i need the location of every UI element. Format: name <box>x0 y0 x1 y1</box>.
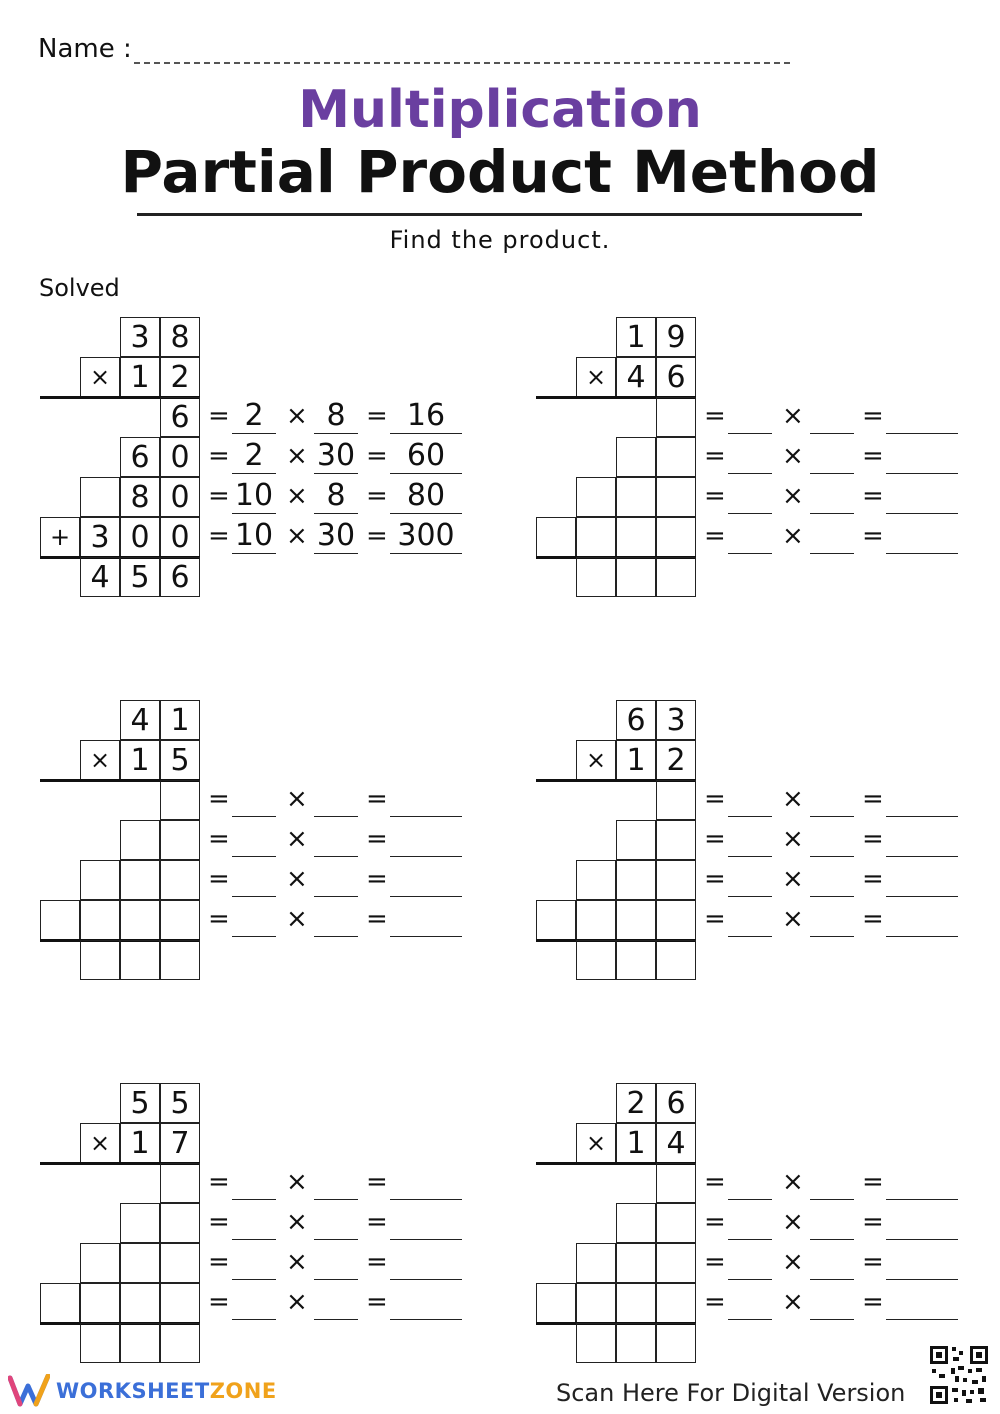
partial-product-cell[interactable] <box>616 900 656 940</box>
times-sign: × <box>576 357 616 397</box>
equals-sign: = <box>704 1247 726 1277</box>
worksheet-title: Multiplication <box>298 80 702 140</box>
factor-digit: 6 <box>616 700 656 740</box>
times-sign: × <box>286 401 308 431</box>
answer-digit-cell[interactable] <box>616 940 656 980</box>
times-sign: × <box>782 401 804 431</box>
factor-answer: 8 <box>314 479 358 514</box>
equals-sign: = <box>704 824 726 854</box>
times-sign: × <box>286 784 308 814</box>
factor-digit: 6 <box>656 357 696 397</box>
factor-digit: 3 <box>120 317 160 357</box>
partial-product-cell[interactable] <box>160 820 200 860</box>
factor-blank[interactable] <box>810 1245 854 1280</box>
factor-answer: 10 <box>232 519 276 554</box>
equals-sign: = <box>704 521 726 551</box>
equals-sign: = <box>208 1167 230 1197</box>
partial-product-cell[interactable] <box>80 1283 120 1323</box>
factor-digit: 5 <box>120 1083 160 1123</box>
partial-product-cell[interactable] <box>120 820 160 860</box>
partial-product-cell[interactable] <box>536 1283 576 1323</box>
factor-digit: 3 <box>656 700 696 740</box>
product-blank[interactable] <box>886 479 958 514</box>
equals-sign: = <box>704 904 726 934</box>
partial-product-cell[interactable] <box>160 1283 200 1323</box>
equals-sign: = <box>704 441 726 471</box>
factor-blank[interactable] <box>232 862 276 897</box>
factor-answer: 2 <box>232 399 276 434</box>
factor-blank[interactable] <box>810 862 854 897</box>
times-sign: × <box>80 357 120 397</box>
product-answer: 80 <box>390 479 462 514</box>
partial-product-cell[interactable] <box>616 1283 656 1323</box>
product-blank[interactable] <box>886 782 958 817</box>
factor-digit: 1 <box>616 1123 656 1163</box>
times-sign: × <box>782 1247 804 1277</box>
instruction-text: Find the product. <box>389 226 611 254</box>
factor-blank[interactable] <box>728 479 772 514</box>
answer-digit-cell[interactable] <box>616 557 656 597</box>
equals-sign: = <box>862 1247 884 1277</box>
product-blank[interactable] <box>886 519 958 554</box>
factor-blank[interactable] <box>810 902 854 937</box>
factor-blank[interactable] <box>232 1245 276 1280</box>
product-answer: 16 <box>390 399 462 434</box>
partial-product-cell[interactable] <box>656 900 696 940</box>
equals-sign: = <box>366 864 388 894</box>
times-sign: × <box>782 904 804 934</box>
factor-blank[interactable] <box>232 1205 276 1240</box>
partial-product-cell[interactable] <box>80 860 120 900</box>
times-sign: × <box>782 481 804 511</box>
answer-digit-cell[interactable] <box>160 940 200 980</box>
factor-blank[interactable] <box>728 862 772 897</box>
times-sign: × <box>286 864 308 894</box>
equals-sign: = <box>862 824 884 854</box>
equals-sign: = <box>704 401 726 431</box>
factor-blank[interactable] <box>728 1285 772 1320</box>
equals-sign: = <box>366 904 388 934</box>
factor-blank[interactable] <box>314 1205 358 1240</box>
answer-digit-cell[interactable] <box>656 1323 696 1363</box>
factor-blank[interactable] <box>810 1165 854 1200</box>
partial-product-cell[interactable] <box>656 397 696 437</box>
name-label: Name : <box>38 34 132 64</box>
answer-digit-cell[interactable] <box>120 940 160 980</box>
factor-blank[interactable] <box>810 1205 854 1240</box>
partial-product-cell: 3 <box>80 517 120 557</box>
factor-digit: 4 <box>616 357 656 397</box>
product-blank[interactable] <box>390 902 462 937</box>
factor-blank[interactable] <box>728 519 772 554</box>
times-sign: × <box>286 824 308 854</box>
equals-sign: = <box>208 401 230 431</box>
equals-sign: = <box>704 1167 726 1197</box>
times-sign: × <box>286 1287 308 1317</box>
factor-blank[interactable] <box>728 399 772 434</box>
partial-product-cell[interactable] <box>616 477 656 517</box>
times-sign: × <box>286 1247 308 1277</box>
factor-digit: 2 <box>160 357 200 397</box>
solved-example-label: Solved <box>39 274 120 302</box>
equals-sign: = <box>862 784 884 814</box>
partial-product-cell[interactable] <box>656 780 696 820</box>
partial-product-cell[interactable] <box>576 517 616 557</box>
partial-product-cell[interactable] <box>576 900 616 940</box>
brand-name-part2: ZONE <box>209 1379 277 1403</box>
equals-sign: = <box>366 1167 388 1197</box>
factor-blank[interactable] <box>314 1165 358 1200</box>
factor-blank[interactable] <box>314 1285 358 1320</box>
times-sign: × <box>576 1123 616 1163</box>
times-sign: × <box>286 521 308 551</box>
answer-digit-cell[interactable] <box>656 557 696 597</box>
equals-sign: = <box>208 904 230 934</box>
partial-product-cell[interactable] <box>160 900 200 940</box>
product-blank[interactable] <box>886 1285 958 1320</box>
partial-product-cell <box>80 477 120 517</box>
product-blank[interactable] <box>390 1165 462 1200</box>
factor-blank[interactable] <box>728 1165 772 1200</box>
equals-sign: = <box>862 904 884 934</box>
times-sign: × <box>286 1167 308 1197</box>
factor-blank[interactable] <box>810 1285 854 1320</box>
answer-digit-cell[interactable] <box>576 940 616 980</box>
partial-product-cell[interactable] <box>656 860 696 900</box>
product-blank[interactable] <box>886 1165 958 1200</box>
factor-digit: 8 <box>160 317 200 357</box>
factor-blank[interactable] <box>728 1205 772 1240</box>
equals-sign: = <box>208 481 230 511</box>
worksheetzone-logo <box>8 1374 277 1408</box>
factor-digit: 1 <box>160 700 200 740</box>
factor-digit: 2 <box>656 740 696 780</box>
partial-product-cell[interactable] <box>160 860 200 900</box>
factor-blank[interactable] <box>314 862 358 897</box>
equals-sign: = <box>366 824 388 854</box>
factor-blank[interactable] <box>810 782 854 817</box>
times-sign: × <box>286 481 308 511</box>
partial-product-cell[interactable] <box>656 1203 696 1243</box>
equals-sign: = <box>208 784 230 814</box>
factor-digit: 1 <box>120 740 160 780</box>
equals-sign: = <box>862 1287 884 1317</box>
factor-blank[interactable] <box>728 1245 772 1280</box>
partial-product-cell: 6 <box>120 437 160 477</box>
equals-sign: = <box>366 401 388 431</box>
answer-digit-cell[interactable] <box>576 1323 616 1363</box>
factor-digit: 1 <box>616 740 656 780</box>
equals-sign: = <box>366 784 388 814</box>
partial-product-cell[interactable] <box>120 1283 160 1323</box>
equals-sign: = <box>862 441 884 471</box>
product-blank[interactable] <box>886 902 958 937</box>
times-sign: × <box>782 441 804 471</box>
product-blank[interactable] <box>886 822 958 857</box>
partial-product-cell[interactable] <box>616 437 656 477</box>
worksheetzone-logo-icon <box>8 1374 50 1408</box>
factor-blank[interactable] <box>232 1165 276 1200</box>
product-blank[interactable] <box>390 862 462 897</box>
times-sign: × <box>782 864 804 894</box>
factor-digit: 4 <box>656 1123 696 1163</box>
answer-digit-cell[interactable] <box>576 557 616 597</box>
times-sign: × <box>576 740 616 780</box>
plus-sign: + <box>40 517 80 557</box>
factor-blank[interactable] <box>314 1245 358 1280</box>
partial-product-cell[interactable] <box>536 517 576 557</box>
product-blank[interactable] <box>390 1205 462 1240</box>
factor-blank[interactable] <box>314 822 358 857</box>
partial-product-cell[interactable] <box>80 1243 120 1283</box>
product-blank[interactable] <box>390 1285 462 1320</box>
equals-sign: = <box>366 1287 388 1317</box>
partial-product-cell[interactable] <box>576 1243 616 1283</box>
partial-product-cell[interactable] <box>656 1243 696 1283</box>
factor-digit: 9 <box>656 317 696 357</box>
product-blank[interactable] <box>886 862 958 897</box>
factor-digit: 1 <box>120 357 160 397</box>
times-sign: × <box>782 824 804 854</box>
partial-product-cell[interactable] <box>40 900 80 940</box>
partial-product-cell[interactable] <box>656 517 696 557</box>
equals-sign: = <box>366 481 388 511</box>
partial-product-cell: 0 <box>160 437 200 477</box>
partial-product-cell[interactable] <box>616 820 656 860</box>
partial-product-cell: 0 <box>160 477 200 517</box>
equals-sign: = <box>208 1207 230 1237</box>
partial-product-cell[interactable] <box>616 1243 656 1283</box>
brand-name <box>56 1379 277 1403</box>
scan-digital-version-text: Scan Here For Digital Version <box>556 1379 906 1407</box>
partial-product-cell[interactable] <box>40 1283 80 1323</box>
equals-sign: = <box>862 481 884 511</box>
partial-product-cell[interactable] <box>616 1203 656 1243</box>
product-blank[interactable] <box>390 822 462 857</box>
factor-answer: 8 <box>314 399 358 434</box>
partial-product-cell[interactable] <box>80 900 120 940</box>
brand-name-part1: WORKSHEET <box>56 1379 210 1403</box>
equals-sign: = <box>704 481 726 511</box>
partial-product-cell[interactable] <box>536 900 576 940</box>
partial-product-cell[interactable] <box>120 900 160 940</box>
factor-blank[interactable] <box>810 519 854 554</box>
times-sign: × <box>782 1167 804 1197</box>
factor-digit: 7 <box>160 1123 200 1163</box>
equals-sign: = <box>208 441 230 471</box>
answer-digit-cell: 5 <box>120 557 160 597</box>
partial-product-cell[interactable] <box>616 517 656 557</box>
partial-product-cell[interactable] <box>576 477 616 517</box>
partial-product-cell[interactable] <box>656 477 696 517</box>
partial-product-cell: 0 <box>160 517 200 557</box>
equals-sign: = <box>862 401 884 431</box>
worksheet-subtitle: Partial Product Method <box>120 138 880 206</box>
times-sign: × <box>80 1123 120 1163</box>
equals-sign: = <box>208 521 230 551</box>
times-sign: × <box>782 784 804 814</box>
factor-digit: 1 <box>120 1123 160 1163</box>
times-sign: × <box>286 441 308 471</box>
partial-product-cell[interactable] <box>160 780 200 820</box>
times-sign: × <box>782 521 804 551</box>
equals-sign: = <box>704 1287 726 1317</box>
product-blank[interactable] <box>886 1205 958 1240</box>
factor-blank[interactable] <box>810 479 854 514</box>
times-sign: × <box>286 1207 308 1237</box>
times-sign: × <box>80 740 120 780</box>
title-divider <box>137 213 862 216</box>
factor-blank[interactable] <box>728 902 772 937</box>
partial-product-cell[interactable] <box>576 860 616 900</box>
equals-sign: = <box>704 784 726 814</box>
factor-digit: 4 <box>120 700 160 740</box>
partial-product-cell[interactable] <box>120 860 160 900</box>
factor-blank[interactable] <box>728 439 772 474</box>
partial-product-cell[interactable] <box>160 1163 200 1203</box>
times-sign: × <box>286 904 308 934</box>
answer-digit-cell: 4 <box>80 557 120 597</box>
product-answer: 300 <box>390 519 462 554</box>
factor-blank[interactable] <box>728 822 772 857</box>
product-blank[interactable] <box>886 439 958 474</box>
answer-digit-cell: 6 <box>160 557 200 597</box>
factor-blank[interactable] <box>232 782 276 817</box>
name-line[interactable] <box>134 62 790 64</box>
partial-product-cell[interactable] <box>616 860 656 900</box>
product-blank[interactable] <box>390 1245 462 1280</box>
equals-sign: = <box>366 441 388 471</box>
factor-blank[interactable] <box>810 822 854 857</box>
factor-answer: 30 <box>314 519 358 554</box>
answer-digit-cell[interactable] <box>616 1323 656 1363</box>
factor-digit: 1 <box>616 317 656 357</box>
product-blank[interactable] <box>390 782 462 817</box>
factor-digit: 5 <box>160 1083 200 1123</box>
factor-blank[interactable] <box>232 1285 276 1320</box>
answer-digit-cell[interactable] <box>656 940 696 980</box>
answer-digit-cell[interactable] <box>160 1323 200 1363</box>
equals-sign: = <box>862 521 884 551</box>
product-answer: 60 <box>390 439 462 474</box>
factor-answer: 2 <box>232 439 276 474</box>
partial-product-cell[interactable] <box>656 437 696 477</box>
factor-digit: 2 <box>616 1083 656 1123</box>
equals-sign: = <box>366 1207 388 1237</box>
factor-blank[interactable] <box>232 822 276 857</box>
times-sign: × <box>782 1207 804 1237</box>
product-blank[interactable] <box>886 399 958 434</box>
partial-product-cell[interactable] <box>656 820 696 860</box>
factor-blank[interactable] <box>314 902 358 937</box>
factor-blank[interactable] <box>232 902 276 937</box>
factor-blank[interactable] <box>810 399 854 434</box>
equals-sign: = <box>208 824 230 854</box>
qr-code-icon[interactable] <box>928 1344 990 1406</box>
equals-sign: = <box>862 864 884 894</box>
equals-sign: = <box>704 864 726 894</box>
partial-product-cell[interactable] <box>656 1283 696 1323</box>
factor-digit: 6 <box>656 1083 696 1123</box>
equals-sign: = <box>366 521 388 551</box>
equals-sign: = <box>862 1207 884 1237</box>
times-sign: × <box>782 1287 804 1317</box>
equals-sign: = <box>208 1247 230 1277</box>
partial-product-cell[interactable] <box>576 1283 616 1323</box>
answer-digit-cell[interactable] <box>80 940 120 980</box>
equals-sign: = <box>366 1247 388 1277</box>
factor-blank[interactable] <box>728 782 772 817</box>
partial-product-cell[interactable] <box>120 1203 160 1243</box>
partial-product-cell[interactable] <box>160 1243 200 1283</box>
partial-product-cell: 6 <box>160 397 200 437</box>
equals-sign: = <box>862 1167 884 1197</box>
factor-digit: 5 <box>160 740 200 780</box>
answer-digit-cell[interactable] <box>80 1323 120 1363</box>
factor-blank[interactable] <box>314 782 358 817</box>
partial-product-cell[interactable] <box>160 1203 200 1243</box>
equals-sign: = <box>208 864 230 894</box>
product-blank[interactable] <box>886 1245 958 1280</box>
factor-blank[interactable] <box>810 439 854 474</box>
equals-sign: = <box>704 1207 726 1237</box>
partial-product-cell[interactable] <box>120 1243 160 1283</box>
equals-sign: = <box>208 1287 230 1317</box>
partial-product-cell: 8 <box>120 477 160 517</box>
factor-answer: 10 <box>232 479 276 514</box>
partial-product-cell: 0 <box>120 517 160 557</box>
partial-product-cell[interactable] <box>656 1163 696 1203</box>
answer-digit-cell[interactable] <box>120 1323 160 1363</box>
factor-answer: 30 <box>314 439 358 474</box>
